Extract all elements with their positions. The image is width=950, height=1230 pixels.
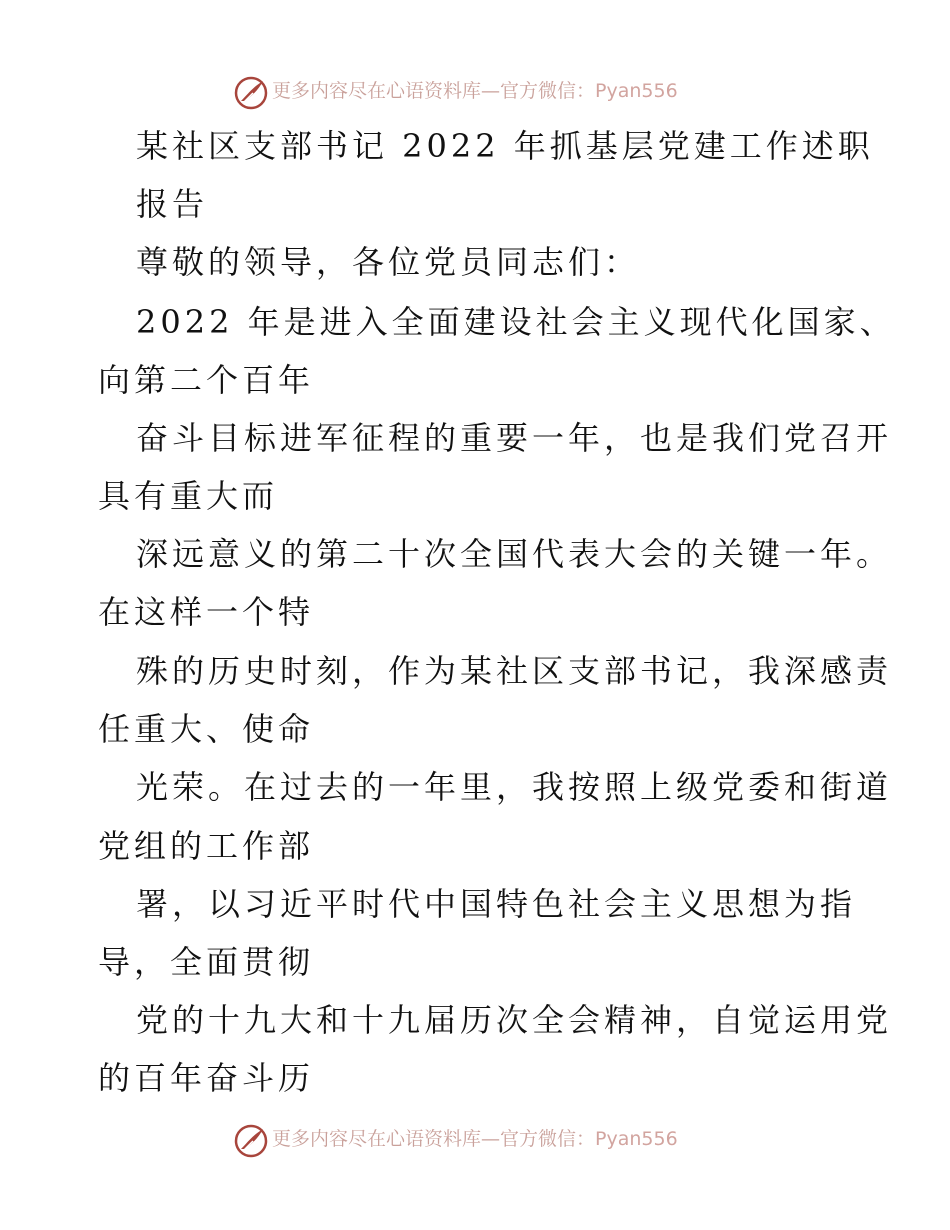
watermark-title: 更多内容尽在心语资料库	[272, 1128, 482, 1150]
watermark-text	[272, 78, 678, 104]
body-line: 署，以习近平时代中国特色社会主义思想为指	[136, 885, 857, 923]
header-watermark-banner	[0, 72, 950, 112]
wechat-id: Pyan556	[595, 1128, 678, 1150]
salutation: 尊敬的领导，各位党员同志们：	[136, 243, 641, 281]
wechat-id: Pyan556	[595, 80, 678, 102]
wechat-label: 官方微信：	[500, 80, 596, 102]
watermark-separator: —	[481, 1128, 501, 1150]
watermark-text	[272, 1126, 678, 1152]
body-line: 党的十九大和十九届历次全会精神，自觉运用党	[136, 1001, 893, 1039]
body-line: 深远意义的第二十次全国代表大会的关键一年。	[136, 535, 893, 573]
quill-logo-icon	[233, 1123, 269, 1159]
body-line: 具有重大而	[98, 477, 279, 515]
quill-logo-icon	[233, 75, 269, 111]
body-line: 的百年奋斗历	[98, 1059, 315, 1097]
body-line: 2022 年是进入全面建设社会主义现代化国家、	[136, 303, 896, 341]
watermark-separator: —	[481, 80, 501, 102]
doc-title-line-1: 某社区支部书记 2022 年抓基层党建工作述职	[136, 127, 874, 165]
body-line: 导，全面贯彻	[98, 943, 315, 981]
body-line: 向第二个百年	[98, 361, 315, 399]
body-line: 光荣。在过去的一年里，我按照上级党委和街道	[136, 768, 893, 806]
body-line: 党组的工作部	[98, 827, 315, 865]
body-line: 在这样一个特	[98, 593, 315, 631]
footer-watermark-banner	[0, 1120, 950, 1160]
watermark-title: 更多内容尽在心语资料库	[272, 80, 482, 102]
body-line: 奋斗目标进军征程的重要一年，也是我们党召开	[136, 419, 893, 457]
body-line: 殊的历史时刻，作为某社区支部书记，我深感责	[136, 652, 893, 690]
body-line: 任重大、使命	[98, 710, 315, 748]
doc-title-line-2: 报告	[136, 185, 209, 223]
wechat-label: 官方微信：	[500, 1128, 596, 1150]
